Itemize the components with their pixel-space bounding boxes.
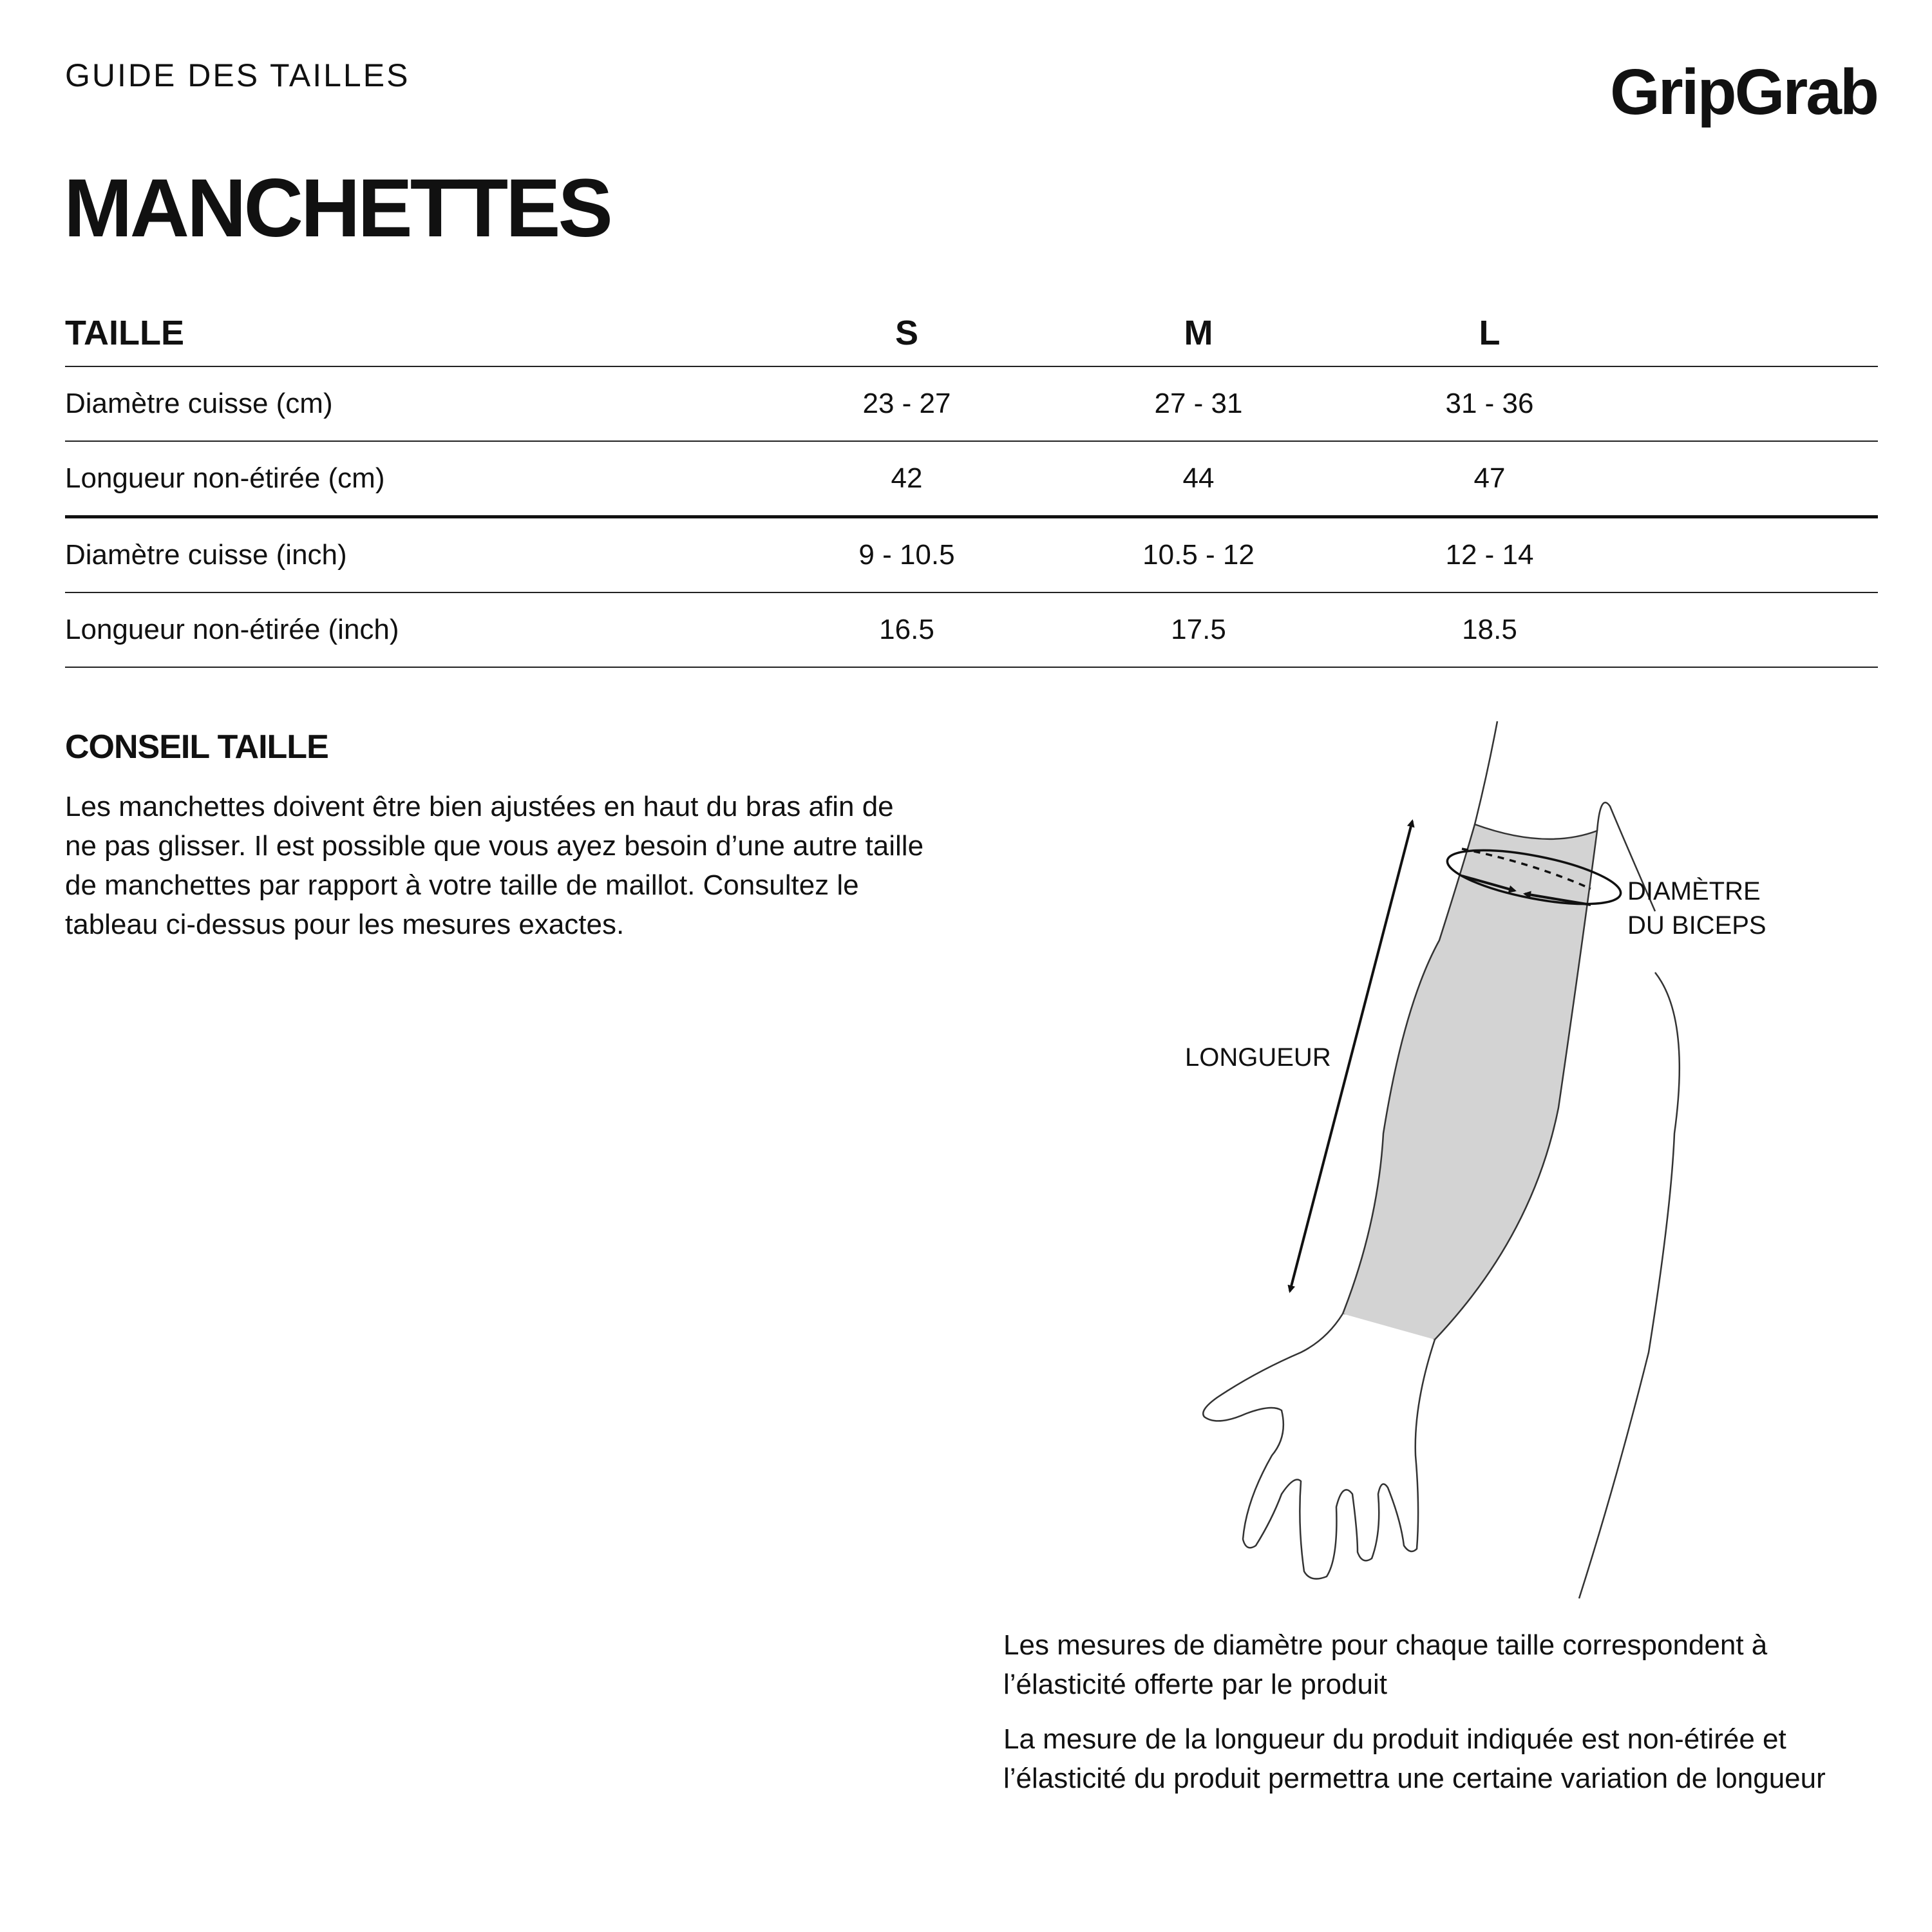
size-table xyxy=(65,303,1878,668)
sizing-advice-text: Les manchettes doivent être bien ajustées en haut du bras afin de ne pas glisser. Il est possible que vous ayez besoin d’une autre taille de manchettes par rapport à votre taille de maillot. Consultez le tableau ci-dessus pour les mesures exactes. xyxy=(65,791,924,940)
table-cell: 10.5 - 12 xyxy=(1142,539,1255,571)
table-row xyxy=(65,367,1878,442)
length-label: LONGUEUR xyxy=(1185,1043,1331,1072)
table-row xyxy=(65,442,1878,518)
hand-outline xyxy=(1203,1314,1435,1579)
row-label: Diamètre cuisse (cm) xyxy=(65,388,333,419)
arm-sleeve-illustration xyxy=(1127,708,1835,1610)
table-cell: 12 - 14 xyxy=(1445,539,1534,571)
biceps-diameter-label-line2: DU BICEPS xyxy=(1627,911,1766,940)
biceps-diameter-label-line1: DIAMÈTRE xyxy=(1627,877,1761,905)
row-label: Longueur non-étirée (cm) xyxy=(65,462,385,494)
table-cell: 16.5 xyxy=(879,614,934,645)
table-cell: 31 - 36 xyxy=(1445,388,1534,419)
back-arm-outline xyxy=(1579,972,1680,1598)
table-cell: 42 xyxy=(891,462,923,494)
size-header-l: L xyxy=(1479,314,1501,352)
guide-kicker: GUIDE DES TAILLES xyxy=(65,57,410,93)
table-cell: 23 - 27 xyxy=(862,388,951,419)
length-note: La mesure de la longueur du produit indiquée est non-étirée et l’élasticité du produit permettra une certaine variation de longueur xyxy=(1003,1723,1826,1794)
table-cell: 18.5 xyxy=(1462,614,1517,645)
biceps-diameter-label xyxy=(1627,875,1766,943)
diameter-note: Les mesures de diamètre pour chaque taille correspondent à l’élasticité offerte par le produit xyxy=(1003,1629,1768,1700)
sizing-advice-heading: CONSEIL TAILLE xyxy=(65,728,328,766)
size-header-m: M xyxy=(1184,314,1213,352)
brand-logo: GripGrab xyxy=(1610,56,1877,128)
table-cell: 9 - 10.5 xyxy=(858,539,955,571)
table-row xyxy=(65,593,1878,668)
table-cell: 44 xyxy=(1182,462,1215,494)
table-cell: 17.5 xyxy=(1171,614,1226,645)
page-title: MANCHETTES xyxy=(64,162,611,254)
table-cell: 27 - 31 xyxy=(1154,388,1243,419)
table-cell: 47 xyxy=(1473,462,1506,494)
upper-arm-outline xyxy=(1475,721,1497,824)
row-label: Longueur non-étirée (inch) xyxy=(65,614,399,645)
row-label: Diamètre cuisse (inch) xyxy=(65,539,347,571)
size-header-s: S xyxy=(895,314,919,352)
table-row xyxy=(65,518,1878,593)
size-column-header: TAILLE xyxy=(65,314,184,352)
table-header-row xyxy=(65,303,1878,367)
